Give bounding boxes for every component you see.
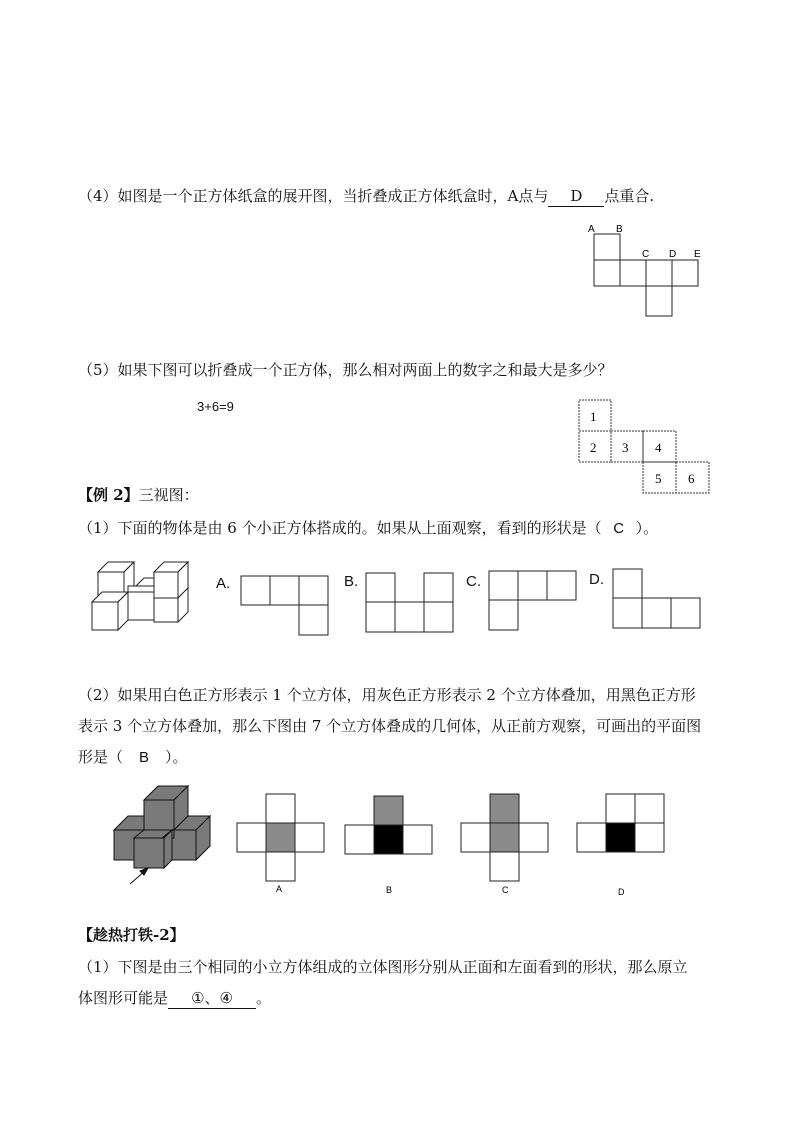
view-option-a — [236, 792, 326, 904]
net-square — [672, 260, 698, 286]
example-2-q2-answer: B — [139, 749, 150, 766]
example-2-q2-line-1: （2）如果用白色正方形表示 1 个立方体，用灰色正方形表示 2 个立方体叠加，用黑色正方形 — [78, 686, 696, 704]
view-option-c — [460, 792, 550, 896]
example-2-label: 【例 2】 — [78, 486, 139, 504]
example-2-heading — [78, 485, 199, 505]
practice-q1-prefix: 体图形可能是 — [78, 989, 169, 1007]
net-number-6: 6 — [688, 471, 695, 486]
example-2-q2-line-2: 表示 3 个立方体叠加，那么下图由 7 个立方体叠成的几何体，从正前方观察，可画出的平面图 — [78, 717, 702, 735]
view-option-b — [344, 794, 434, 898]
example-2-q2-prefix: 形是（ — [78, 748, 124, 766]
practice-q1-suffix: 。 — [256, 989, 272, 1007]
option-a-label: A. — [216, 575, 231, 592]
net-label-d: D — [669, 249, 677, 260]
net-label-e: E — [694, 249, 701, 260]
option-d-label: D. — [589, 571, 604, 588]
net-number-3: 3 — [622, 440, 629, 455]
question-4-suffix: 点重合. — [604, 187, 655, 205]
gray-cube-stack-figure — [106, 778, 218, 888]
view-option-a-label: A — [276, 884, 283, 894]
view-option-b-label: B — [386, 885, 393, 895]
practice-q1-line-2 — [78, 988, 271, 1009]
example-2-title: 三视图： — [138, 486, 199, 504]
view-option-d — [576, 792, 666, 896]
question-5-text: （5）如果下图可以折叠成一个正方体，那么相对两面上的数字之和最大是多少？ — [78, 361, 613, 379]
example-2-q1-answer: C — [613, 520, 625, 537]
net-label-b: B — [616, 224, 623, 235]
example-2-q1-suffix: ）。 — [635, 519, 659, 537]
question-4-text — [78, 186, 654, 207]
net-number-5: 5 — [655, 471, 662, 486]
net-square — [646, 260, 672, 286]
practice-q1-answer: ①、④ — [168, 988, 256, 1009]
question-4-answer: D — [548, 186, 604, 207]
example-2-q2-line-3 — [78, 747, 188, 768]
cube-stack-figure — [88, 556, 192, 636]
example-2-q1-text: （1）下面的物体是由 6 个小正方体搭成的。如果从上面观察，看到的形状是（ — [78, 519, 602, 537]
numbered-cube-net — [575, 396, 713, 498]
cube-net-figure — [584, 220, 710, 322]
option-d-shape — [612, 568, 702, 630]
practice-q1-line-1: （1）下图是由三个相同的小立方体组成的立体图形分别从正面和左面看到的形状，那么原立 — [78, 958, 688, 976]
example-2-q2-suffix: ）。 — [165, 748, 188, 766]
net-number-4: 4 — [655, 440, 662, 455]
option-c-label: C. — [466, 573, 481, 590]
view-option-d-label: D — [618, 887, 625, 896]
net-number-2: 2 — [590, 440, 597, 455]
option-b-label: B. — [344, 573, 359, 590]
net-label-a: A — [588, 224, 595, 235]
net-square — [594, 260, 620, 286]
view-option-c-label: C — [502, 885, 509, 895]
net-number-1: 1 — [590, 409, 597, 424]
net-square — [620, 260, 646, 286]
option-b-shape — [365, 572, 455, 634]
example-2-question-1 — [78, 518, 658, 539]
practice-heading: 【趁热打铁-2】 — [78, 926, 185, 944]
net-label-c: C — [642, 249, 650, 260]
question-5-answer: 3+6=9 — [197, 399, 234, 414]
option-c-shape — [488, 570, 578, 632]
option-a-shape — [240, 575, 330, 637]
question-4-prefix: （4）如图是一个正方体纸盒的展开图，当折叠成正方体纸盒时，A点与 — [78, 187, 549, 205]
net-square — [646, 286, 672, 316]
net-square — [594, 234, 620, 260]
